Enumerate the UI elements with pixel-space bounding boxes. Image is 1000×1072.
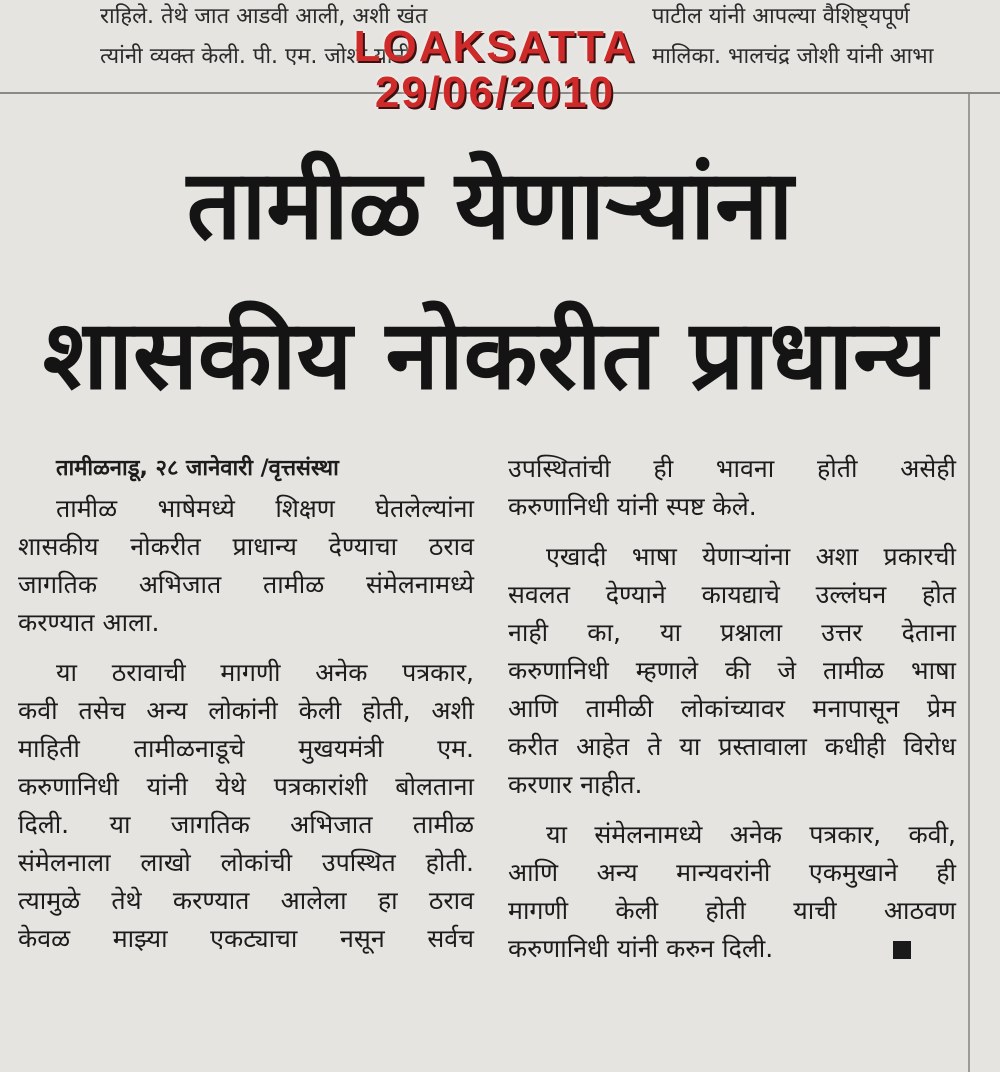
prev-text-line: त्यांनी व्यक्त केली. पी. एम. जोशी यांनी	[100, 44, 411, 69]
body-line: तामीळ भाषेमध्ये शिक्षण घेतलेल्यांना	[56, 494, 474, 523]
body-line: या ठरावाची मागणी अनेक पत्रकार,	[56, 658, 474, 687]
body-line-text: करुणानिधी यांनी करुन दिली.	[508, 934, 774, 963]
dateline: तामीळनाडू, २८ जानेवारी /वृत्तसंस्था	[56, 456, 339, 481]
body-line: कवी तसेच अन्य लोकांनी केली होती, अशी	[18, 696, 474, 725]
watermark-date: 29/06/2010	[374, 68, 616, 117]
body-line: उपस्थितांची ही भावना होती असेही	[508, 454, 956, 483]
body-line: आणि तामीळी लोकांच्यावर मनापासून प्रेम	[508, 694, 956, 723]
headline-line-2: शासकीय नोकरीत प्राधान्य	[42, 299, 938, 411]
body-line: मागणी केली होती याची आठवण	[508, 896, 956, 925]
prev-text-line: मालिका. भालचंद्र जोशी यांनी आभा	[652, 44, 934, 69]
end-of-article-square-icon	[893, 941, 911, 959]
body-line: सवलत देण्याने कायद्याचे उल्लंघन होत	[508, 580, 956, 609]
headline-line-1: तामीळ येणाऱ्यांना	[186, 149, 794, 261]
body-line: शासकीय नोकरीत प्राधान्य देण्याचा ठराव	[18, 532, 474, 561]
watermark-source: LOAKSATTA	[353, 22, 637, 71]
body-line: या संमेलनामध्ये अनेक पत्रकार, कवी,	[546, 820, 956, 849]
body-line: करणार नाहीत.	[508, 770, 643, 799]
prev-text-line: पाटील यांनी आपल्या वैशिष्ट्यपूर्ण	[652, 4, 910, 29]
article-column-left	[18, 450, 474, 958]
body-line: जागतिक अभिजात तामीळ संमेलनामध्ये	[18, 570, 474, 599]
body-line: नाही का, या प्रश्नाला उत्तर देताना	[508, 618, 956, 647]
body-line: संमेलनाला लाखो लोकांची उपस्थित होती.	[18, 848, 474, 877]
body-line: करुणानिधी म्हणाले की जे तामीळ भाषा	[508, 656, 956, 685]
prev-text-line: राहिले. तेथे जात आडवी आली, अशी खंत	[100, 4, 428, 29]
article-column-right	[508, 450, 956, 968]
body-line: माहिती तामीळनाडूचे मुखयमंत्री एम.	[18, 734, 474, 763]
vertical-divider	[968, 94, 970, 1072]
body-line-final	[508, 930, 956, 968]
body-line: करुणानिधी यांनी येथे पत्रकारांशी बोलताना	[18, 772, 474, 801]
body-line: करुणानिधी यांनी स्पष्ट केले.	[508, 492, 757, 521]
body-line: करीत आहेत ते या प्रस्तावाला कधीही विरोध	[508, 732, 956, 761]
body-line: करण्यात आला.	[18, 608, 160, 637]
body-line: त्यामुळे तेथे करण्यात आलेला हा ठराव	[18, 886, 474, 915]
body-line: एखादी भाषा येणाऱ्यांना अशा प्रकारची	[546, 542, 956, 571]
body-line: केवळ माझ्या एकट्याचा नसून सर्वच	[18, 924, 474, 953]
body-line: आणि अन्य मान्यवरांनी एकमुखाने ही	[508, 858, 956, 887]
source-watermark	[250, 24, 740, 116]
body-line: दिली. या जागतिक अभिजात तामीळ	[18, 810, 474, 839]
